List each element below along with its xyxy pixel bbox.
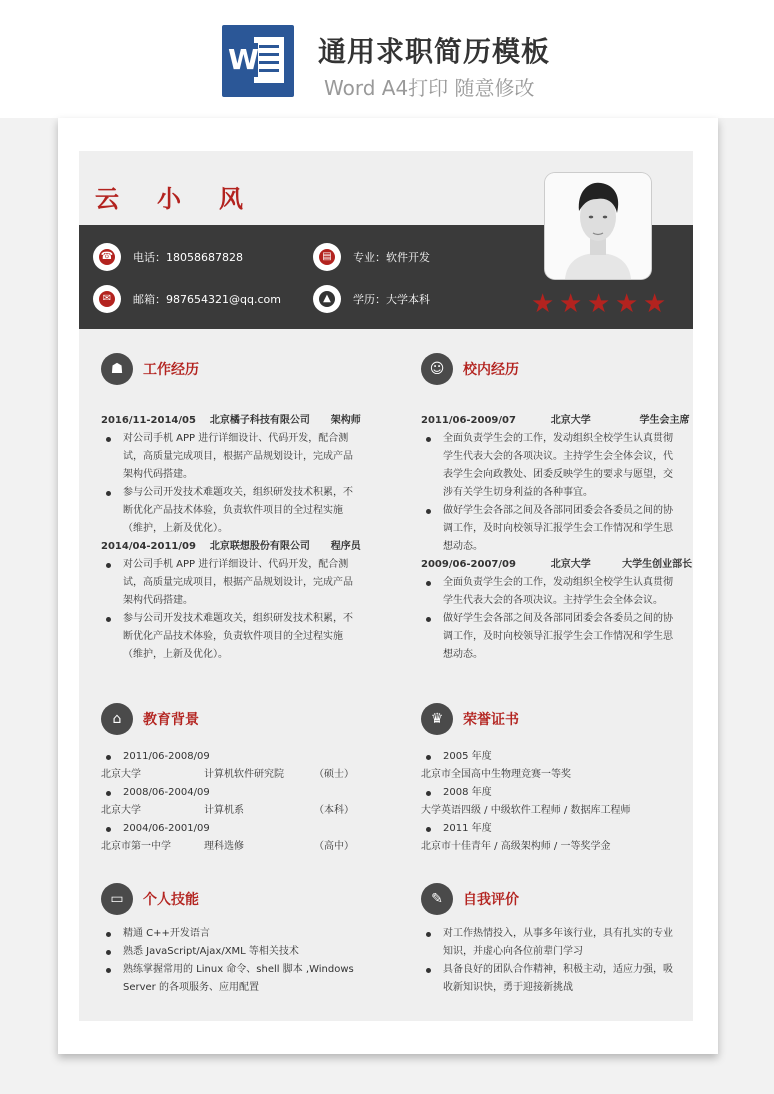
star-icon: ★ bbox=[615, 289, 639, 319]
list-item: 全面负责学生会的工作，发动组织全校学生认真贯彻学生代表大会的各项决议。主持学生会全体会议，代表学生会向政教处、团委反映学生的要求与愿望，交涉有关学生切身利益的各种事宜。 bbox=[421, 430, 679, 502]
building-icon: ⌂ bbox=[101, 703, 133, 735]
honors-list bbox=[421, 748, 681, 856]
star-icon: ★ bbox=[587, 289, 611, 319]
star-icon: ★ bbox=[643, 289, 667, 319]
list-item: 精通 C++开发语言 bbox=[101, 925, 361, 943]
education-row bbox=[101, 766, 371, 784]
contact-phone-label: 电话：18058687828 bbox=[133, 251, 243, 264]
honor-detail: 北京市全国高中生物理竞赛一等奖 bbox=[421, 769, 571, 780]
person-hat-icon: ☺ bbox=[421, 353, 453, 385]
section-work bbox=[101, 353, 199, 385]
campus-header: 2009/06-2007/09 北京大学 大学生创业部长 bbox=[421, 559, 693, 570]
candidate-name: 云小风 bbox=[95, 185, 281, 213]
contact-phone bbox=[93, 243, 243, 271]
education-school: 北京大学 bbox=[101, 805, 141, 816]
education-school: 北京市第一中学 bbox=[101, 841, 171, 852]
contact-major-label: 专业：软件开发 bbox=[353, 251, 430, 264]
education-degree: （硕士） bbox=[314, 769, 354, 780]
section-education bbox=[101, 703, 199, 735]
banner bbox=[0, 0, 774, 118]
education-row bbox=[101, 838, 371, 856]
section-honors bbox=[421, 703, 519, 735]
education-period: 2011/06-2008/09 bbox=[101, 748, 371, 766]
education-degree: （高中） bbox=[314, 841, 354, 852]
honor-year: 2008 年度 bbox=[421, 784, 681, 802]
list-item: 熟悉 JavaScript/Ajax/XML 等相关技术 bbox=[101, 943, 361, 961]
contact-education-label: 学历：大学本科 bbox=[353, 293, 430, 306]
list-item: 做好学生会各部之间及各部同团委会各委员之间的协调工作，及时向校领导汇报学生会工作情况和学生思想动态。 bbox=[421, 610, 679, 664]
worker-icon: ☗ bbox=[101, 353, 133, 385]
section-skills-title: 个人技能 bbox=[143, 892, 199, 908]
section-campus-title: 校内经历 bbox=[463, 362, 519, 378]
list-item: 全面负责学生会的工作，发动组织全校学生认真贯彻学生代表大会的各项决议。主持学生会全体会议。 bbox=[421, 574, 679, 610]
contact-education bbox=[313, 285, 430, 313]
resume-sheet bbox=[79, 151, 693, 1021]
list-item: 具备良好的团队合作精神，积极主动，适应力强，吸收新知识快，勇于迎接新挑战 bbox=[421, 961, 679, 997]
banner-subtitle: Word A4打印 随意修改 bbox=[324, 76, 535, 100]
list-item: 参与公司开发技术难题攻关，组织研发技术积累，不断优化产品技术体验，负责软件项目的全过程实施（维护，上新及优化）。 bbox=[101, 484, 361, 538]
education-row bbox=[101, 802, 371, 820]
laptop-icon: ▭ bbox=[101, 883, 133, 915]
section-honors-title: 荣誉证书 bbox=[463, 712, 519, 728]
list-item: 对公司手机 APP 进行详细设计、代码开发，配合测试，高质量完成项目，根据产品规划设计，完成产品架构代码搭建。 bbox=[101, 556, 361, 610]
honor-year: 2005 年度 bbox=[421, 748, 681, 766]
phone-icon: ☎ bbox=[93, 243, 121, 271]
education-major: 计算机系 bbox=[204, 805, 244, 816]
mail-icon: ✉ bbox=[93, 285, 121, 313]
skills-list bbox=[101, 925, 361, 997]
honor-detail: 北京市十佳青年 / 高级架构师 / 一等奖学金 bbox=[421, 841, 611, 852]
section-work-title: 工作经历 bbox=[143, 362, 199, 378]
contact-major bbox=[313, 243, 430, 271]
education-degree: （本科） bbox=[314, 805, 354, 816]
list-item: 对公司手机 APP 进行详细设计、代码开发，配合测试，高质量完成项目，根据产品规划设计，完成产品架构代码搭建。 bbox=[101, 430, 361, 484]
rating-stars bbox=[531, 291, 669, 317]
word-logo-icon: W bbox=[222, 25, 294, 97]
education-period: 2004/06-2001/09 bbox=[101, 820, 371, 838]
job-header: 2014/04-2011/09 北京联想股份有限公司 程序员 bbox=[101, 541, 361, 552]
section-self-eval-title: 自我评价 bbox=[463, 892, 519, 908]
section-skills bbox=[101, 883, 199, 915]
star-icon: ★ bbox=[531, 289, 555, 319]
star-icon: ★ bbox=[559, 289, 583, 319]
education-school: 北京大学 bbox=[101, 769, 141, 780]
contact-email bbox=[93, 285, 281, 313]
list-item: 熟练掌握常用的 Linux 命令、shell 脚本 ,Windows Server 的各项服务、应用配置 bbox=[101, 961, 361, 997]
campus-list bbox=[421, 412, 693, 664]
education-major: 计算机软件研究院 bbox=[204, 769, 284, 780]
list-item: 做好学生会各部之间及各部同团委会各委员之间的协调工作，及时向校领导汇报学生会工作情况和学生思想动态。 bbox=[421, 502, 679, 556]
profile-photo bbox=[545, 173, 651, 279]
job-header: 2016/11-2014/05 北京橘子科技有限公司 架构师 bbox=[101, 415, 361, 426]
work-list bbox=[101, 412, 361, 664]
education-major: 理科选修 bbox=[204, 841, 244, 852]
section-education-title: 教育背景 bbox=[143, 712, 199, 728]
campus-header: 2011/06-2009/07 北京大学 学生会主席 bbox=[421, 415, 690, 426]
education-period: 2008/06-2004/09 bbox=[101, 784, 371, 802]
newspaper-icon: ▤ bbox=[313, 243, 341, 271]
section-self-eval bbox=[421, 883, 519, 915]
graduation-cap-icon: ▲ bbox=[313, 285, 341, 313]
banner-title: 通用求职简历模板 bbox=[318, 35, 551, 68]
list-item: 参与公司开发技术难题攻关，组织研发技术积累，不断优化产品技术体验，负责软件项目的全过程实施（维护，上新及优化）。 bbox=[101, 610, 361, 664]
self-eval-list bbox=[421, 925, 679, 997]
honor-year: 2011 年度 bbox=[421, 820, 681, 838]
section-campus bbox=[421, 353, 519, 385]
trophy-icon: ♛ bbox=[421, 703, 453, 735]
list-item: 对工作热情投入，从事多年该行业，具有扎实的专业知识，并虚心向各位前辈门学习 bbox=[421, 925, 679, 961]
contact-email-label: 邮箱：987654321@qq.com bbox=[133, 293, 281, 306]
education-list bbox=[101, 748, 371, 856]
honor-detail: 大学英语四级 / 中级软件工程师 / 数据库工程师 bbox=[421, 805, 631, 816]
pencil-icon: ✎ bbox=[421, 883, 453, 915]
resume-paper bbox=[58, 118, 718, 1054]
